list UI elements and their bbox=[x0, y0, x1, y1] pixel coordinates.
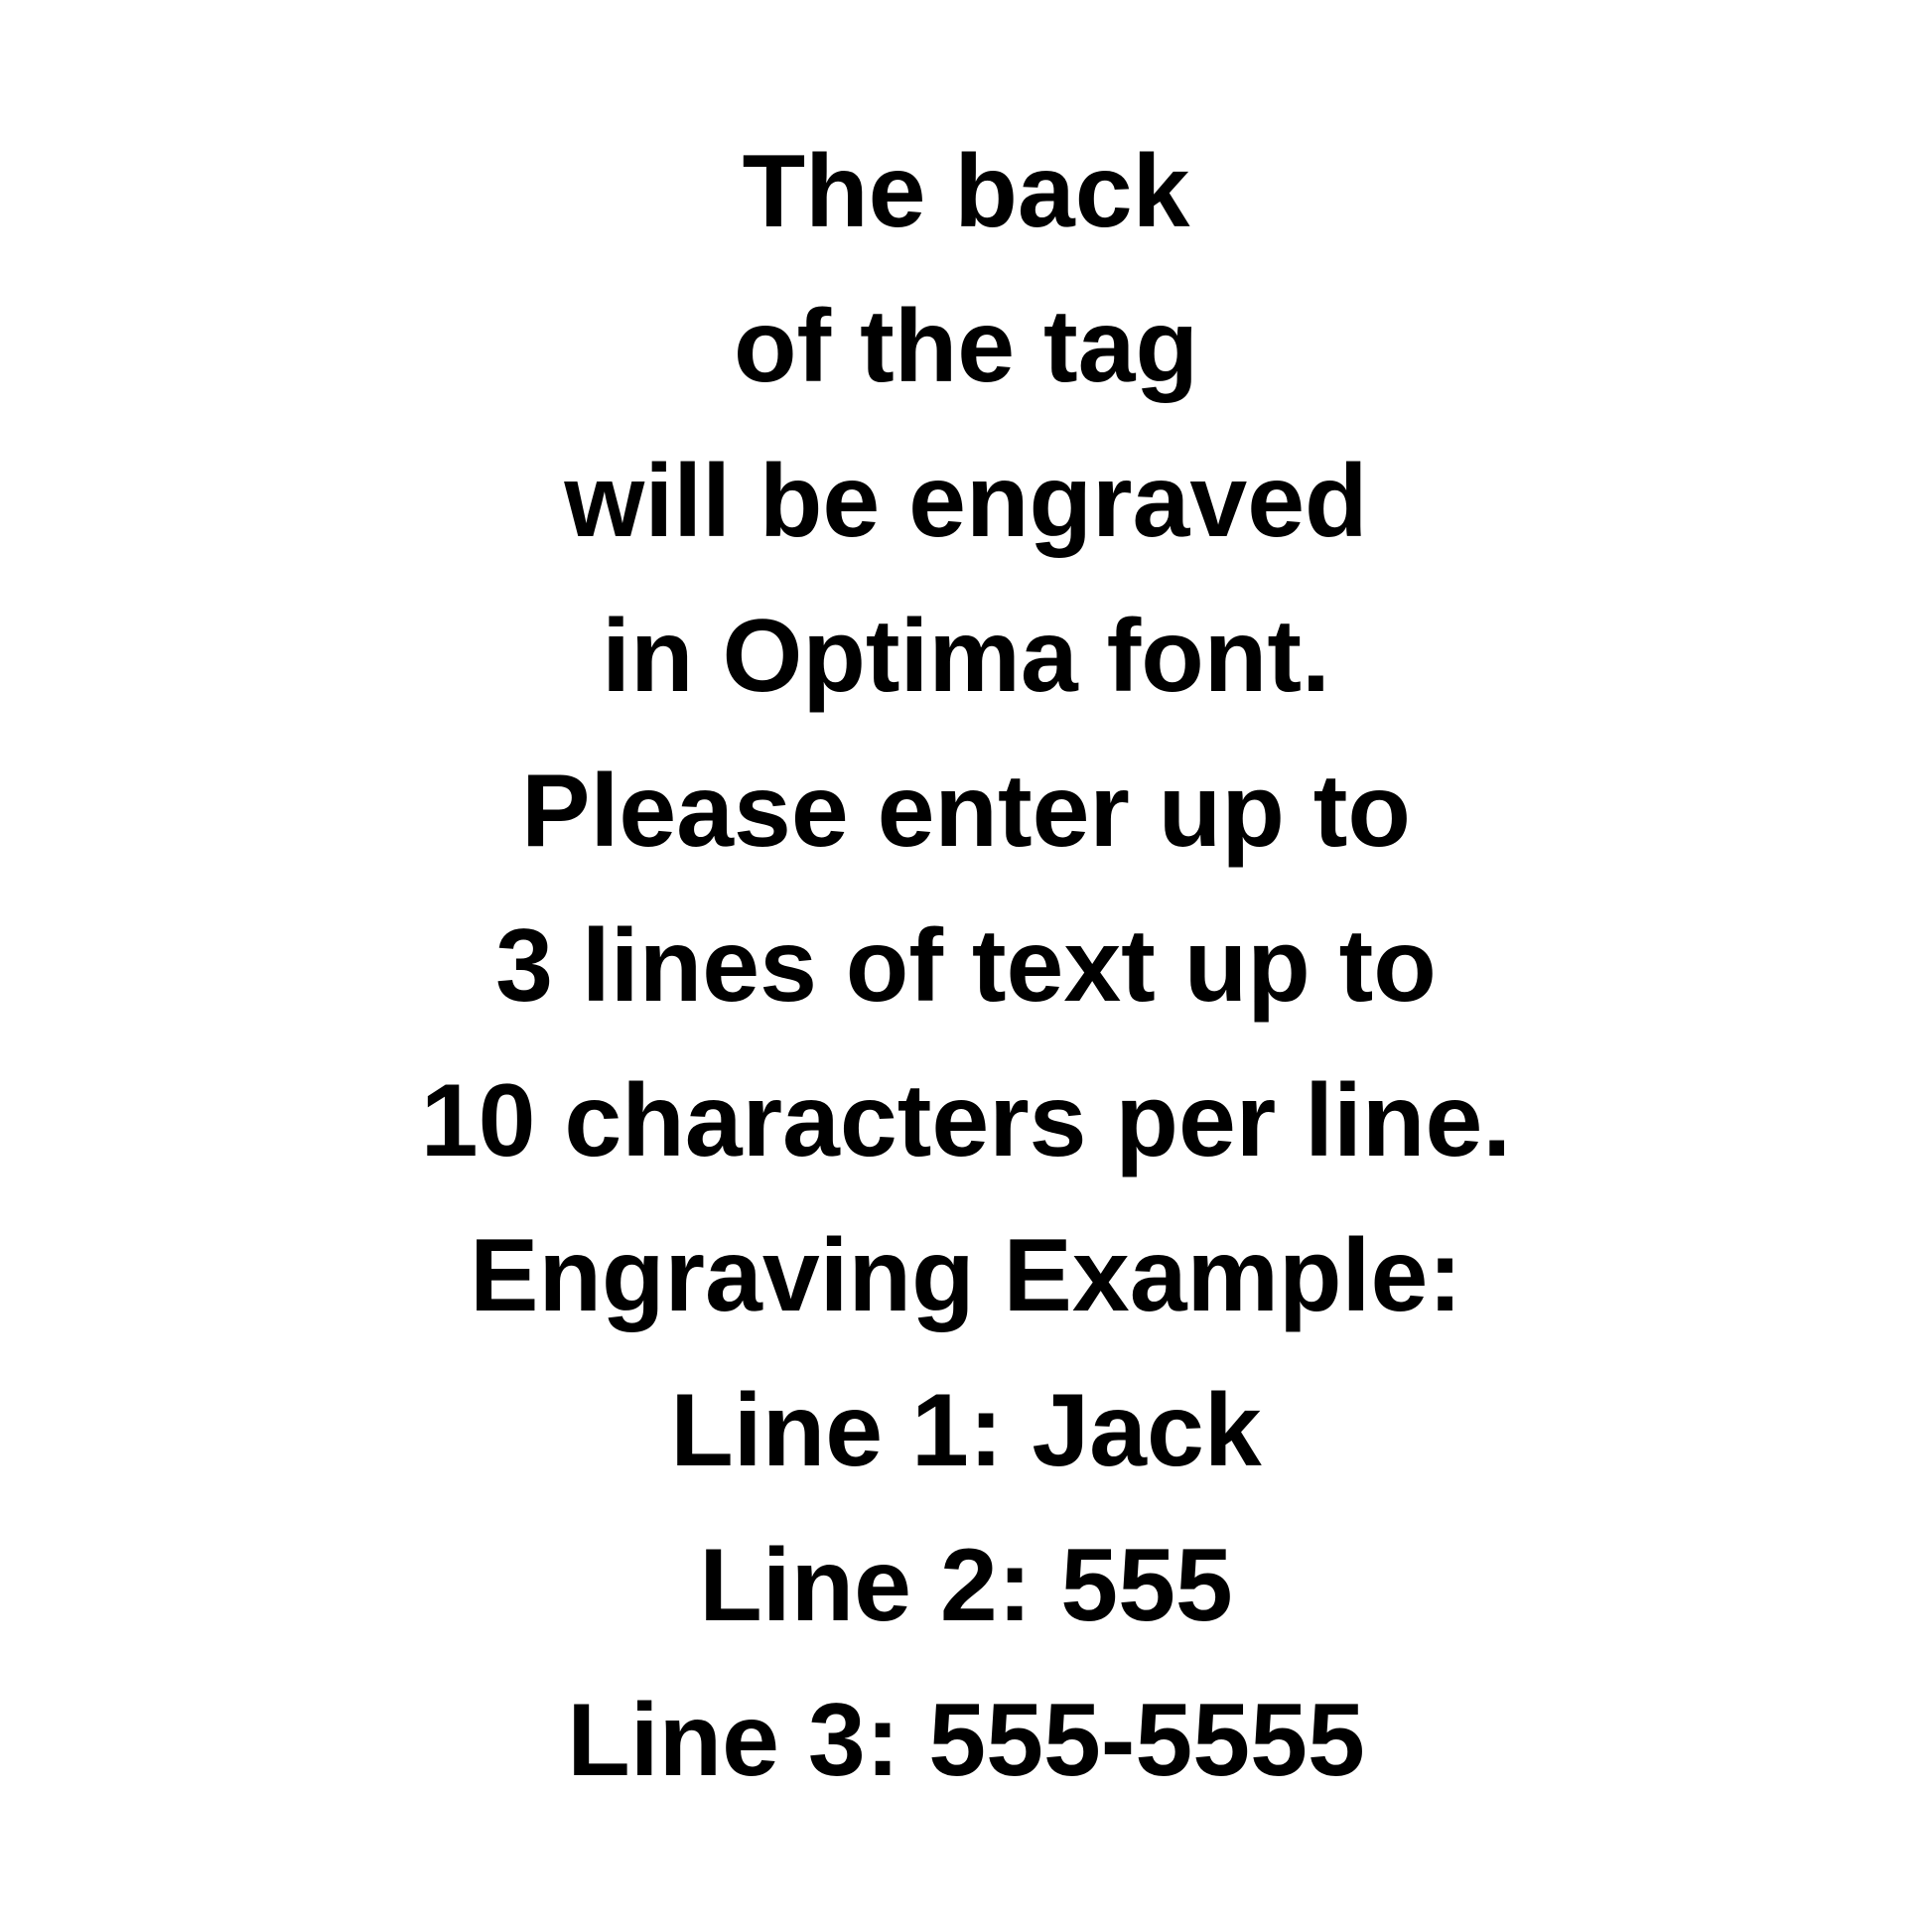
notice-line-6: 3 lines of text up to bbox=[495, 908, 1437, 1024]
notice-line-1: The back bbox=[742, 134, 1190, 249]
notice-line-11: Line 3: 555-5555 bbox=[567, 1683, 1365, 1798]
notice-line-5: Please enter up to bbox=[521, 754, 1411, 869]
notice-line-3: will be engraved bbox=[564, 444, 1368, 559]
notice-line-4: in Optima font. bbox=[602, 599, 1330, 714]
notice-line-8: Engraving Example: bbox=[470, 1218, 1462, 1333]
engraving-instructions-notice bbox=[0, 114, 1932, 1818]
notice-line-2: of the tag bbox=[734, 289, 1198, 404]
notice-line-7: 10 characters per line. bbox=[420, 1063, 1512, 1178]
notice-line-9: Line 1: Jack bbox=[670, 1373, 1262, 1488]
notice-line-10: Line 2: 555 bbox=[699, 1528, 1233, 1643]
